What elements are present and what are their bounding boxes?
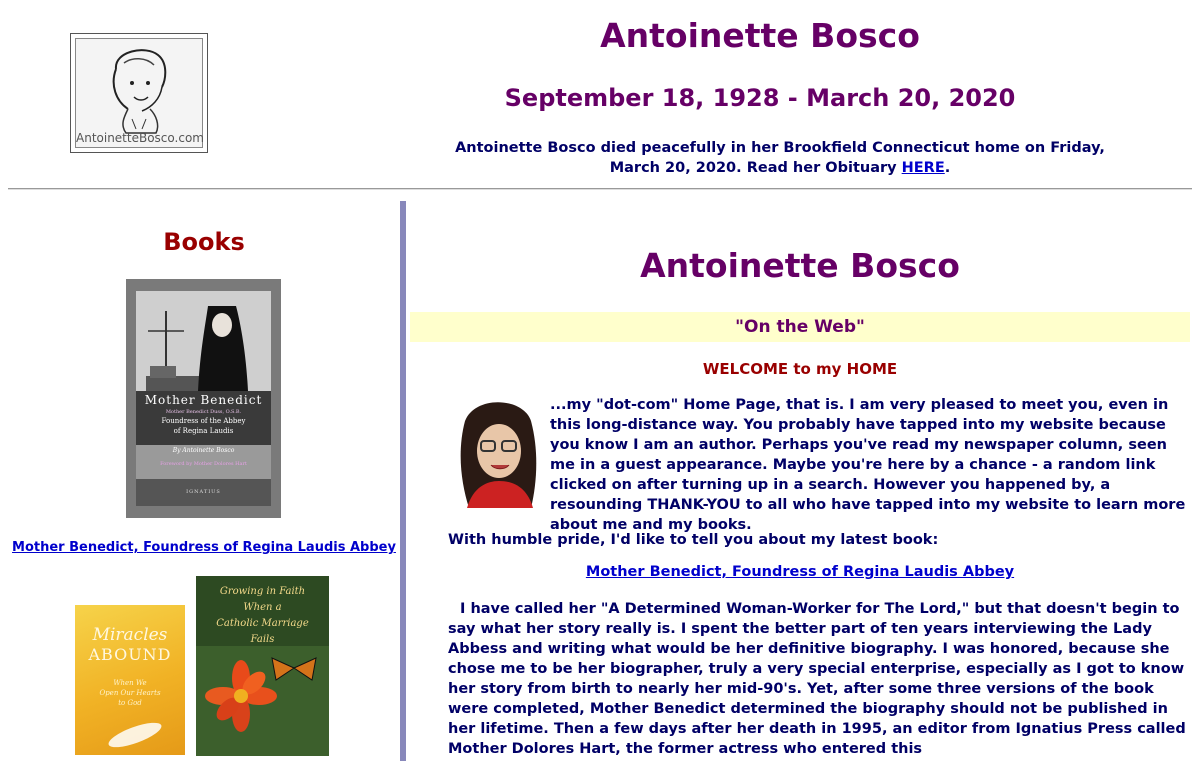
cover-title-line-1: Miracles [92, 625, 168, 645]
cover-title-line-1: Growing in Faith [219, 586, 306, 597]
cover-subtitle-1: Mother Benedict Duss, O.S.B. [165, 409, 242, 415]
latest-book-intro: With humble pride, I'd like to tell you about my latest book: [448, 532, 939, 548]
cover-title-line-2: When a [243, 602, 282, 613]
books-heading: Books [163, 228, 245, 256]
book-cover-artwork [136, 291, 271, 506]
growing-in-faith-book-cover[interactable] [196, 576, 329, 756]
mother-benedict-book-link[interactable]: Mother Benedict, Foundress of Regina Laudis Abbey [12, 540, 396, 555]
mother-benedict-book-cover[interactable] [126, 279, 281, 518]
on-the-web-banner [410, 312, 1190, 342]
site-logo[interactable] [70, 33, 208, 153]
main-title: Antoinette Bosco [640, 246, 960, 285]
column-divider [400, 201, 406, 761]
cover-tagline-3: to God [118, 699, 142, 707]
author-portrait-icon [447, 391, 547, 508]
cover-title-line-4: Fails [250, 634, 275, 645]
obituary-notice-end: . [944, 160, 951, 176]
cover-tagline-1: When We [113, 679, 147, 687]
welcome-heading: WELCOME to my HOME [702, 360, 898, 378]
obituary-link[interactable]: HERE [901, 160, 945, 176]
intro-paragraph: ...my "dot-com" Home Page, that is. I am very pleased to meet you, even in this long-distance way. You probably have tapped into my website because you know I am an author. Perhaps you've read my newspaper column, seen me in a guest appearance. Maybe you're here by a chance - a random link clicked on after turning up in a search. However you happened by, a resounding THANK-YOU to all who have tapped into my website to learn more about me and my books. [550, 397, 1186, 533]
cover-author: By Antoinette Bosco [172, 447, 235, 454]
cover-subtitle-2: Foundress of the Abbey [161, 417, 246, 425]
header-divider [8, 188, 1192, 190]
site-title: Antoinette Bosco [600, 16, 920, 55]
logo-frame [75, 38, 203, 148]
cover-foreword: Foreword by Mother Dolores Hart [160, 461, 247, 467]
cover-publisher: IGNATIUS [186, 489, 221, 495]
cover-subtitle-3: of Regina Laudis [173, 427, 234, 435]
cover-title-line-3: Catholic Marriage [216, 618, 309, 629]
feather-icon [75, 715, 185, 755]
cover-title: Mother Benedict [144, 393, 263, 407]
life-dates: September 18, 1928 - March 20, 2020 [504, 84, 1016, 112]
on-the-web-label: "On the Web" [735, 317, 865, 337]
author-photo [447, 391, 547, 508]
obituary-notice-text: Antoinette Bosco died peacefully in her Brookfield Connecticut home on Friday, March 20, 2020. Read her Obituary [455, 140, 1105, 176]
latest-book-link[interactable]: Mother Benedict, Foundress of Regina Laudis Abbey [585, 564, 1015, 580]
obituary-notice [440, 138, 1120, 178]
logo-text: AntoinetteBosco.com [76, 131, 204, 145]
miracles-abound-book-cover[interactable] [75, 605, 185, 755]
book-story-paragraph: I have called her "A Determined Woman-Worker for The Lord," but that doesn't begin to say what her story really is. I spent the better part of ten years interviewing the Lady Abbess and writing what would be her definitive biography. I was honored, because she chose me to be her biographer, truly a very special enterprise, especially as I got to know her story from birth to nearly her mid-90's. Yet, after some three versions of the book were completed, Mother Benedict determined the biography should not be published in her lifetime. Then a few days after her death in 1995, an editor from Ignatius Press called Mother Dolores Hart, the former actress who entered this [448, 601, 1186, 757]
cover-title-line-2: ABOUND [88, 645, 172, 664]
cover-tagline-2: Open Our Hearts [99, 689, 161, 697]
